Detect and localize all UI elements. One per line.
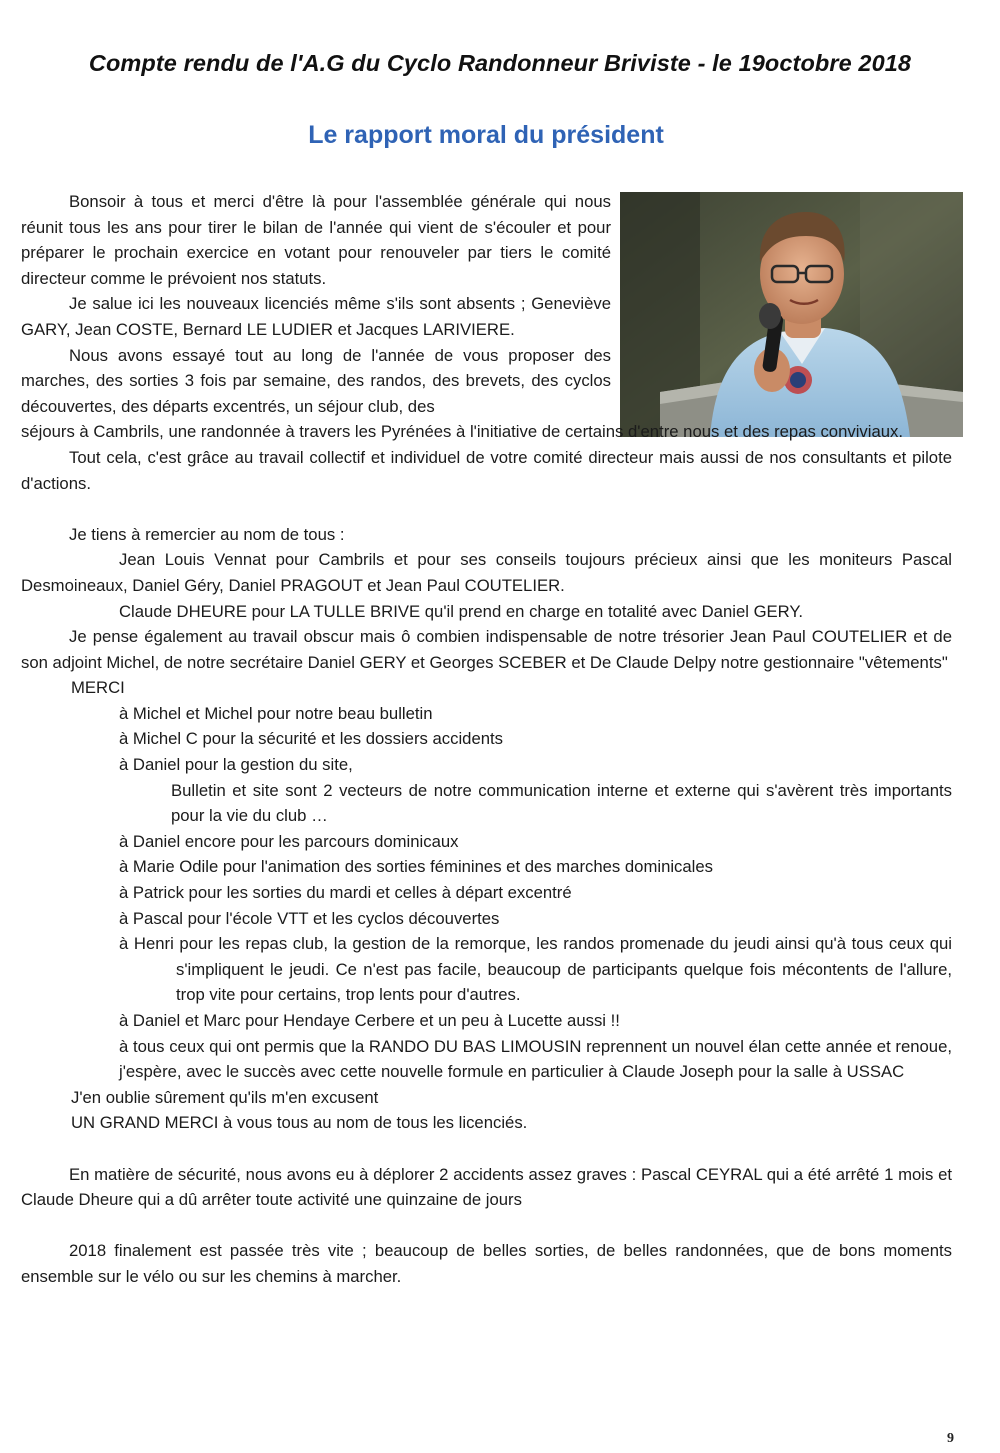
paragraph-activities: Nous avons essayé tout au long de l'année de vous proposer des marches, des sorties 3 fois par semaine, des randos, des brevets, des cyclos découvertes, des départs excentrés, un séjour club, des	[21, 345, 611, 416]
page-number: 9	[947, 1431, 954, 1446]
report-body	[21, 189, 952, 1290]
thanks-item: à Daniel encore pour les parcours dominicaux	[119, 831, 459, 851]
thanks-item: à Daniel et Marc pour Hendaye Cerbere et un peu à Lucette aussi !!	[119, 1011, 620, 1030]
report-title: Compte rendu de l'A.G du Cyclo Randonneur Briviste - le 19octobre 2018	[88, 50, 912, 76]
paragraph-intro: Bonsoir à tous et merci d'être là pour l'assemblée générale qui nous réunit tous les ans pour tirer le bilan de l'année qui vient de s'écouler et pour préparer le prochain exercice en votant pour renouveler par tiers le comité directeur comme le prévoient nos statuts.	[21, 192, 611, 288]
thanks-item: à Henri pour les repas club, la gestion de la remorque, les randos promenade du jeudi ainsi qu'à tous ceux qui s'impliquent le jeudi. Ce n'est pas facile, beaucoup de participants quelque fois mécontents de l'allure, trop vite pour certains, trop lents pour d'autres.	[119, 934, 952, 1005]
thanks-item: à Pascal pour l'école VTT et les cyclos découvertes	[119, 908, 500, 928]
thanks-item: à Michel C pour la sécurité et les dossiers accidents	[119, 729, 503, 749]
paragraph-thanks-intro: Je tiens à remercier au nom de tous :	[69, 524, 345, 544]
paragraph-treasurer: Je pense également au travail obscur mais ô combien indispensable de notre trésorier Jean Paul COUTELIER et de son adjoint Michel, de notre secrétaire Daniel GERY et Georges SCEBER et De Claude Delpy notre gestionnaire "vêtements"	[21, 627, 952, 672]
paragraph-thanks-vennat: Jean Louis Vennat pour Cambrils et pour ses conseils toujours précieux ainsi que les moniteurs Pascal Desmoineaux, Daniel Géry, Daniel PRAGOUT et Jean Paul COUTELIER.	[21, 550, 952, 595]
section-title: Le rapport moral du président	[308, 121, 664, 149]
thanks-item: à Patrick pour les sorties du mardi et celles à départ excentré	[119, 883, 572, 903]
paragraph-apology: J'en oublie sûrement qu'ils m'en excusent	[71, 1087, 379, 1107]
paragraph-safety: En matière de sécurité, nous avons eu à déplorer 2 accidents assez graves : Pascal CEYRAL qui a été arrêté 1 mois et Claude Dheure qui a dû arrêter toute activité une quinzaine de jours	[21, 1164, 952, 1210]
thanks-item: à Daniel pour la gestion du site,	[119, 755, 353, 775]
thanks-item: à Marie Odile pour l'animation des sorties féminines et des marches dominicales	[119, 857, 714, 877]
thanks-item: à tous ceux qui ont permis que la RANDO DU BAS LIMOUSIN reprennent un nouvel élan cette année et renoue, j'espère, avec le succès avec cette nouvelle formule en particulier à Claude Joseph pour la salle à USSAC	[119, 1036, 952, 1082]
thanks-item-detail: Bulletin et site sont 2 vecteurs de notre communication interne et externe qui s'avèrent très importants pour la vie du club …	[171, 780, 952, 826]
paragraph-new-members: Je salue ici les nouveaux licenciés même s'ils sont absents ; Geneviève GARY, Jean COSTE, Bernard LE LUDIER et Jacques LARIVIERE.	[21, 294, 611, 339]
paragraph-conclusion: 2018 finalement est passée très vite ; beaucoup de belles sorties, de belles randonnées, que de bons moments ensemble sur le vélo ou sur les chemins à marcher.	[21, 1241, 952, 1286]
paragraph-committee: Tout cela, c'est grâce au travail collectif et individuel de votre comité directeur mais aussi de nos consultants et pilote d'actions.	[21, 447, 952, 493]
paragraph-grand-merci: UN GRAND MERCI à vous tous au nom de tous les licenciés.	[71, 1113, 528, 1133]
thanks-item: à Michel et Michel pour notre beau bulletin	[119, 703, 433, 723]
merci-heading: MERCI	[71, 678, 125, 698]
paragraph-activities-continued: séjours à Cambrils, une randonnée à travers les Pyrénées à l'initiative de certains d'entre nous et des repas conviviaux.	[21, 422, 904, 442]
paragraph-thanks-dheure: Claude DHEURE pour LA TULLE BRIVE qu'il prend en charge en totalité avec Daniel GERY.	[119, 601, 804, 621]
